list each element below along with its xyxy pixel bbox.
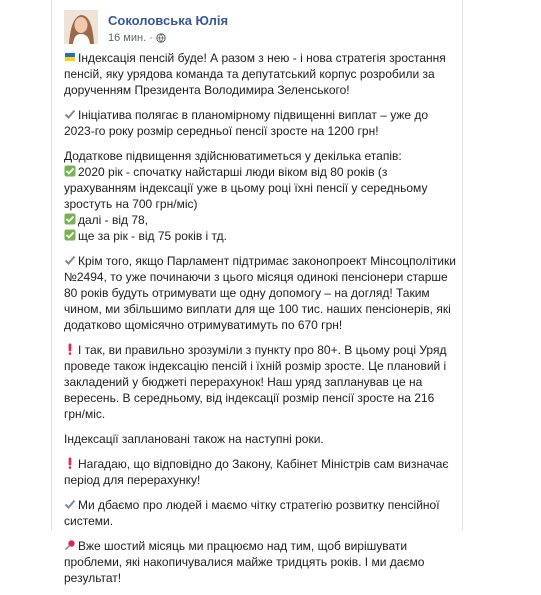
paragraph-stages bbox=[64, 148, 456, 244]
post-header bbox=[64, 10, 454, 52]
facebook-post bbox=[51, 0, 463, 585]
stage-75: ще за рік - від 75 років і тд. bbox=[64, 228, 456, 244]
stage-2020: 2020 рік - спочатку найстарші люди віком від 80 років (з урахуванням індексації уже в цьому році їхні пенсії у середньому зростуть на 700 грн/міс) bbox=[64, 165, 428, 211]
paragraph-next-years bbox=[64, 431, 456, 447]
paragraph-text: Індексації заплановані також на наступні роки. bbox=[64, 432, 324, 446]
paragraph-intro bbox=[64, 50, 456, 98]
check-mark-icon bbox=[64, 254, 76, 266]
stages-heading: Додаткове підвищення здійснюватиметься у декілька етапів: bbox=[64, 149, 402, 163]
green-check-box-icon bbox=[64, 229, 76, 241]
paragraph-indexation bbox=[64, 342, 456, 422]
author-name[interactable]: Соколовська Юлія bbox=[108, 13, 229, 28]
paragraph-parliament bbox=[64, 253, 456, 333]
post-text bbox=[64, 50, 456, 595]
author-avatar[interactable] bbox=[64, 10, 98, 44]
green-check-box-icon bbox=[64, 213, 76, 225]
post-time[interactable]: 16 мин. bbox=[108, 32, 147, 44]
pushpin-icon bbox=[64, 539, 76, 551]
paragraph-text: Нагадаю, що відповідно до Закону, Кабінет Міністрів сам визначає період для перерахунку! bbox=[64, 457, 449, 487]
paragraph-text: І так, ви правильно зрозуміли з пункту про 80+. В цьому році Уряд проведе також індексацію пенсій і їхній розмір зросте. Це плановий і закладений у бюджеті перерахунок! Наш уряд запланував це на вересень. В середньому, від індексації розмір пенсії зросте на 216 грн/міс. bbox=[64, 343, 447, 421]
paragraph-results bbox=[64, 538, 456, 586]
paragraph-initiative bbox=[64, 107, 456, 139]
ukraine-flag-icon bbox=[64, 51, 76, 63]
meta-dot: · bbox=[149, 32, 153, 44]
stage-78: далі - від 78, bbox=[64, 212, 456, 228]
paragraph-law bbox=[64, 456, 456, 488]
check-mark-icon bbox=[64, 108, 76, 120]
paragraph-text: Крім того, якщо Парламент підтримає законопроект Мінсоцполітики №2494, то уже починаючи з цього місяця одинокі пенсіонери старше 80 років будуть отримувати ще одну допомогу – на догляд! Таким чином, ми збільшимо виплати для ще 100 тис. наших пенсіонерів, які додатково щомісячно отримуватимуть по 670 грн! bbox=[64, 254, 456, 332]
paragraph-text: Індексація пенсій буде! А разом з нею - і нова стратегія зростання пенсій, яку урядова команда та депутатський корпус розробили за дорученням Президента Володимира Зеленського! bbox=[64, 51, 446, 97]
public-globe-icon bbox=[156, 33, 166, 43]
paragraph-strategy bbox=[64, 497, 456, 529]
paragraph-text: Ініціатива полягає в планомірному підвищенні виплат – уже до 2023-го року розмір середньої пенсії зросте на 1200 грн! bbox=[64, 108, 429, 138]
red-exclamation-icon bbox=[64, 457, 76, 469]
post-meta bbox=[108, 32, 166, 44]
paragraph-text: Вже шостий місяць ми працюємо над тим, щоб вирішувати проблеми, які накопичувалися майже тридцять років. І ми даємо результат! bbox=[64, 539, 425, 585]
check-mark-icon bbox=[64, 498, 76, 510]
paragraph-text: Ми дбаємо про людей і маємо чітку стратегію розвитку пенсійної системи. bbox=[64, 498, 440, 528]
red-exclamation-icon bbox=[64, 343, 76, 355]
green-check-box-icon bbox=[64, 165, 76, 177]
